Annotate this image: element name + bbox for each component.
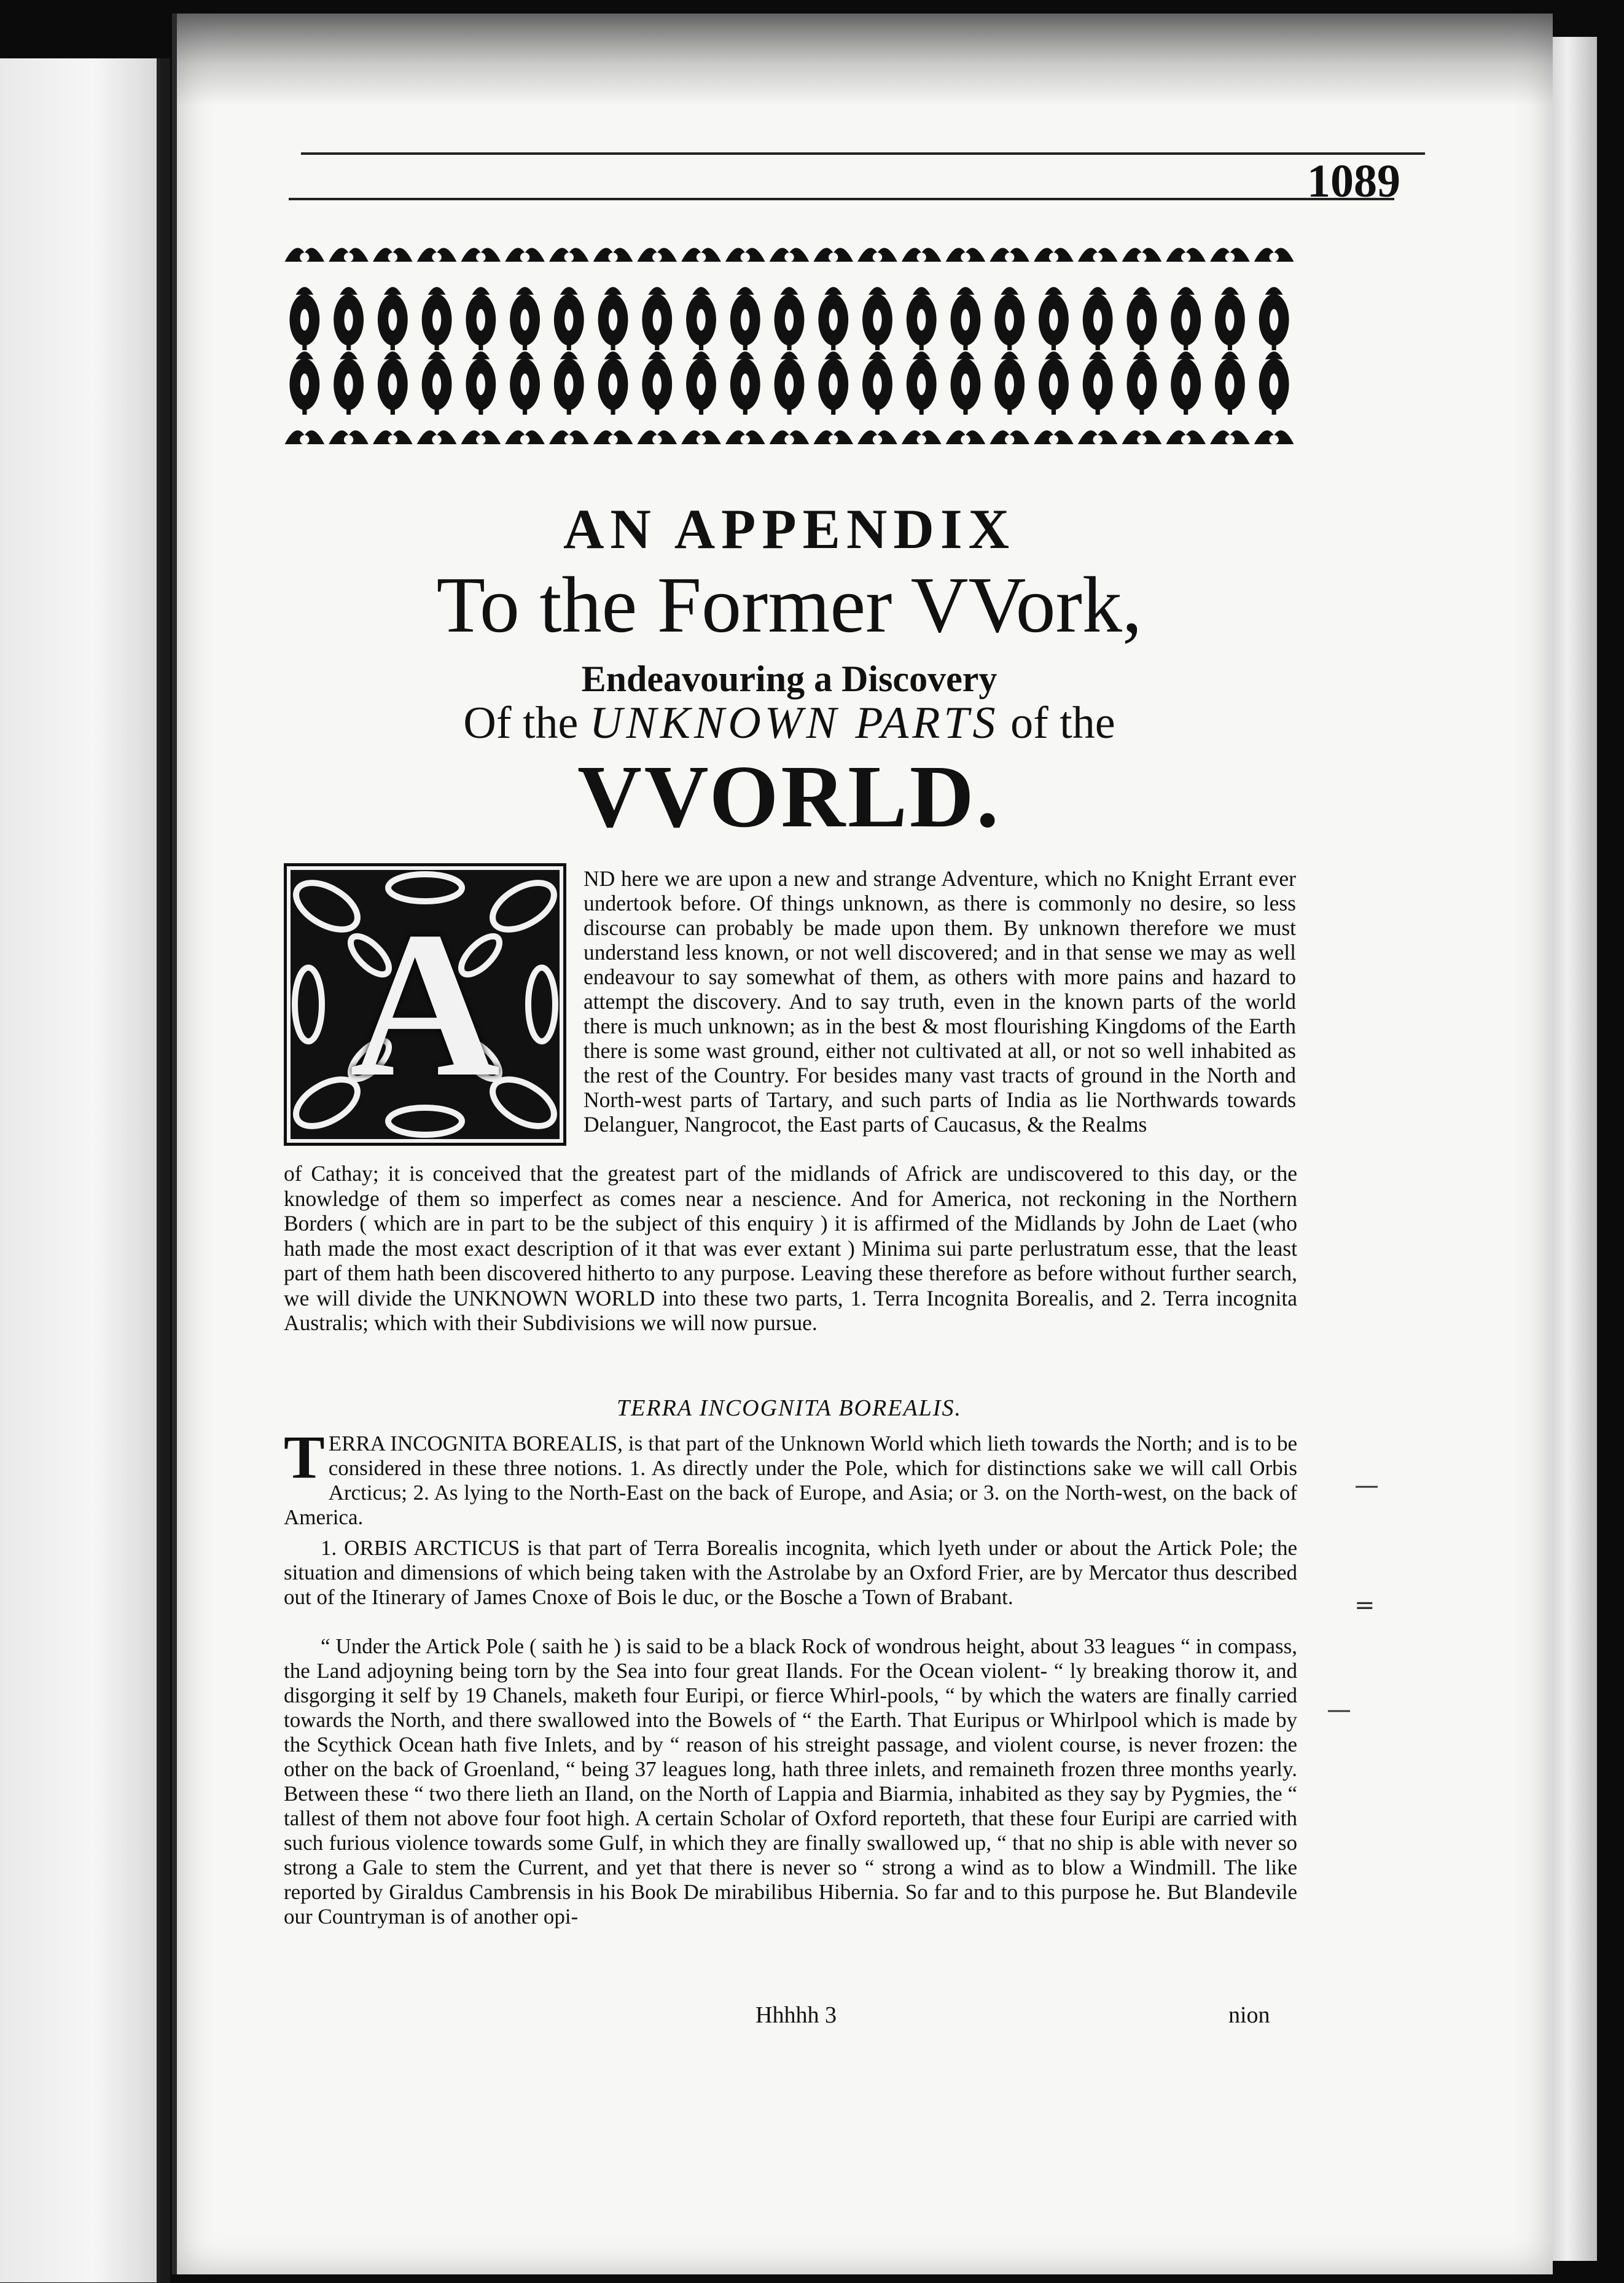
ornament-fleuron [785,374,794,395]
ornament-fleuron [697,374,705,395]
ornament-fleuron [1138,374,1146,395]
ornament-fleuron [388,253,397,262]
ornament-fleuron [741,309,749,331]
ornament-fleuron [432,253,441,262]
title-unknown-parts-italic: UNKNOWN PARTS [589,698,999,748]
ornament-fleuron [1045,287,1063,295]
ornament-fleuron [875,342,880,350]
ornament-fleuron [824,287,842,295]
ornament-fleuron [346,342,351,350]
ornament-fleuron [520,435,529,444]
ornament-fleuron [564,309,573,331]
ornament-fleuron [567,407,571,415]
ornament-fleuron [428,351,446,359]
initial-foliage [295,968,322,1041]
ornament-fleuron [1270,309,1278,331]
title-of-the: Of the [463,698,579,748]
ornament-fleuron [652,435,662,444]
ornament-fleuron [1181,253,1190,262]
ornament-fleuron [560,351,578,359]
ornament-fleuron [611,407,615,415]
ornament-fleuron [384,287,402,295]
ornament-fleuron [608,435,617,444]
ornament-fleuron [1184,407,1188,415]
ornament-fleuron [388,374,397,395]
ornament-fleuron [697,309,705,331]
ornament-fleuron [477,374,485,395]
ornament-fleuron [913,287,931,295]
ornament-fleuron [564,253,574,262]
ornament-fleuron [741,435,750,444]
ornament-fleuron [435,407,439,415]
ornament-fleuron [824,351,842,359]
ornament-fleuron [476,435,485,444]
ornament-fleuron [787,407,791,415]
ornament-fleuron [302,342,306,350]
ornament-fleuron [1089,351,1107,359]
ornament-fleuron [1138,309,1146,331]
ornament-fleuron [743,407,748,415]
ornament-fleuron [435,342,439,350]
ornament-fleuron [1005,253,1014,262]
ornament-fleuron [829,435,838,444]
ornament-fleuron [516,351,534,359]
ornament-fleuron [478,407,483,415]
ornament-fleuron [1184,342,1188,350]
ornament-fleuron [1093,435,1102,444]
ornament-fleuron [1001,287,1018,295]
ornament-fleuron [300,435,309,444]
ornament-fleuron [388,435,397,444]
ornament-fleuron [1093,309,1102,331]
ornament-fleuron [957,351,975,359]
ornament-fleuron [564,374,573,395]
ornament-fleuron [300,309,309,331]
ornament-fleuron [785,309,794,331]
ornament-fleuron [963,407,967,415]
ornament-fleuron [829,309,838,331]
page-fore-edge [1548,37,1597,2261]
ornament-fleuron [1093,253,1102,262]
ornament-fleuron [391,342,395,350]
ornament-fleuron [1096,407,1100,415]
ornament-fleuron [1093,374,1102,395]
ornament-fleuron [1045,351,1063,359]
intro-paragraph-continued: of Cathay; it is conceived that the greatest part of the midlands of Africk are undiscovered to this day, or the knowledge of them so imperfect as comes near a nescience. And for America, not reckoning in the Northern Borders ( which are in part to be the subject of this enquiry ) it is affirmed of the Midlands by John de Laet (who hath made the most exact description of it that was ever extant ) Minima sui parte perlustratum esse, that the least part of them hath been discovered hitherto to any purpose. Leaving these therefore as before without further search, we will divide the UNKNOWN WORLD into these two parts, 1. Terra Incognita Borealis, and 2. Terra incognita Australis; which with their Subdivisions we will now pursue. [284,1161,1297,1335]
ornament-fleuron [699,342,703,350]
signature-mark: Hhhhh 3 [755,2002,837,2028]
ornament-fleuron [873,253,882,262]
ornament-fleuron [1177,351,1195,359]
ornament-fleuron [344,253,353,262]
paragraph-quotation: “ Under the Artick Pole ( saith he ) is said to be a black Rock of wondrous height, about 33 leagues “ in compass, the Land adjoyning being torn by the Sea into four great Ilands. For the Ocean violent- “ ly breaking thorow it, and disgorging it self by 19 Chanels, maketh four Euripi, or fierce Whirl-pools, “ by which the waters are finally carried towards the North, and there swallowed into the Bowels of “ the Earth. That Euripus or Whirlpool which is made by the Scythick Ocean hath five Inlets, and by “ reason of his streight passage, and violent course, is never frozen: the other on the back of Groenland, “ being 37 leagues long, hath three inlets, and remaineth frozen three months yearly. Between these “ two there lieth an Iland, on the North of Lappia and Biarmia, inhabited as they say by Pygmies, the “ tallest of them not above four foot high. A certain Scholar of Oxford reporteth, that these four Euripi are carried with such furious violence towards some Gulf, in which they are finally swallowed up, “ that no ship is able with never so strong a Gale to stem the Current, and yet that there is never so “ strong a wind as to blow a Windmill. The like reported by Giraldus Cambrensis in his Book De mirabilibus Hibernia. So far and to this purpose he. But Blandevile our Countryman is of another opi- [284,1634,1297,1929]
ornament-fleuron [428,287,446,295]
title-world: VVORLD. [577,748,1001,846]
ornament-fleuron [917,253,926,262]
ornament-fleuron [961,253,970,262]
ornament-fleuron [344,374,353,395]
intro-paragraph-wrapped: ND here we are upon a new and strange Adventure, which no Knight Errant ever undertook before. Of things unknown, as there is commonly no desire, so less discourse can probably be made upon them. By unknown therefore we must understand less known, or not well discovered; and in that sense we may as well endeavour to say somewhat of them, as others with more pains and hazard to attempt the discovery. And to say truth, even in the known parts of the world there is much unknown; as in the best & most flourishing Kingdoms of the Earth there is some wast ground, either not cultivated at all, or not so well inhabited as the rest of the Country. For besides many vast tracts of ground in the North and North-west parts of Tartary, and such parts of India as lie Northwards towards Delanguer, Nangrocot, the East parts of Caucasus, & the Realms [584,866,1296,1137]
ornament-fleuron [344,309,353,331]
ornament-fleuron [697,435,706,444]
ornament-fleuron [1221,351,1239,359]
ornament-fleuron [609,374,617,395]
ornament-fleuron [608,253,617,262]
ornament-fleuron [655,407,659,415]
ornament-fleuron [432,374,441,395]
ornament-fleuron [652,253,662,262]
initial-foliage [528,968,555,1041]
ornament-fleuron [961,435,970,444]
ornament-fleuron [957,287,975,295]
ornament-fleuron [1007,407,1012,415]
ornament-fleuron [1049,253,1058,262]
paragraph-initial: T [284,1423,325,1491]
ornament-fleuron [869,351,886,359]
ornament-fleuron [1272,407,1276,415]
ornament-fleuron [1265,351,1283,359]
ornament-fleuron [1137,253,1146,262]
ornament-fleuron [472,351,490,359]
ornament-fleuron [472,287,490,295]
ornament-fleuron [919,407,924,415]
ornament-fleuron [831,407,835,415]
paragraph-terra-borealis [284,1423,1297,1530]
ornament-fleuron [1049,374,1058,395]
ornament-fleuron [787,342,791,350]
ornament-fleuron [781,287,798,295]
ornament-fleuron [1221,287,1239,295]
ornament-fleuron [604,351,622,359]
ornament-fleuron [873,374,881,395]
ornament-fleuron [300,253,309,262]
title-appendix: AN APPENDIX [563,498,1016,560]
ornament-fleuron [523,342,527,350]
ornament-fleuron [961,309,970,331]
ornament-fleuron [1139,342,1144,350]
ornament-fleuron [784,435,794,444]
ornament-fleuron [340,287,357,295]
ornament-fleuron [699,407,703,415]
ornament-fleuron [476,253,485,262]
ornament-fleuron [567,342,571,350]
ornament-fleuron [340,351,357,359]
ornament-fleuron [919,342,924,350]
ornament-fleuron [1225,253,1235,262]
ornament-fleuron [1225,374,1234,395]
ornament-fleuron [523,407,527,415]
ornament-fleuron [692,351,710,359]
ornament-fleuron [1049,435,1058,444]
ornament-fleuron [831,342,835,350]
ornament-fleuron [1049,309,1058,331]
header-rule-top [301,152,1425,155]
margin-mark: — [1327,1696,1351,1724]
ornament-fleuron [1177,287,1195,295]
ornament-fleuron [1225,435,1235,444]
ornament-fleuron [655,342,659,350]
ornament-fleuron [648,351,666,359]
ornament-fleuron [736,287,754,295]
ornament-fleuron [1137,435,1146,444]
ornament-fleuron [961,374,970,395]
ornament-fleuron [432,435,441,444]
ornament-fleuron [829,374,838,395]
ornament-fleuron [1265,287,1283,295]
ornament-fleuron [917,435,926,444]
ornament-fleuron [653,309,662,331]
ornament-fleuron [1270,374,1278,395]
ornament-fleuron [520,253,529,262]
ornament-fleuron [346,407,351,415]
ornament-fleuron [1089,287,1107,295]
ornament-fleuron [1005,309,1014,331]
ornament-fleuron [296,287,314,295]
ornament-fleuron [1001,351,1018,359]
ornament-fleuron [741,253,750,262]
ornament-fleuron [1007,342,1012,350]
facing-page-edge [0,58,160,2282]
ornament-fleuron [604,287,622,295]
ornament-fleuron [1269,253,1278,262]
ornament-fleuron [741,374,749,395]
ornament-fleuron [913,351,931,359]
ornament-fleuron [300,374,309,395]
page-number: 1089 [1307,155,1400,207]
ornament-fleuron [478,342,483,350]
ornament-fleuron [1139,407,1144,415]
ornament-fleuron [1228,342,1232,350]
ornament-fleuron [1225,309,1234,331]
ornament-fleuron [692,287,710,295]
ornament-fleuron [564,435,574,444]
ornament-fleuron [296,351,314,359]
ornament-fleuron [648,287,666,295]
decorated-initial [284,863,566,1146]
ornament-fleuron [1181,435,1190,444]
paragraph-terra-borealis-text: ERRA INCOGNITA BOREALIS, is that part of the Unknown World which lieth towards the North; and is to be considered in these three notions. 1. As directly under the Pole, which for distinctions sake we will call Orbis Arcticus; 2. As lying to the North-East on the back of Europe, and Asia; or 3. on the North-west, on the back of America. [284,1431,1297,1529]
ornament-fleuron [873,435,882,444]
ornament-fleuron [963,342,967,350]
ornament-fleuron [1181,374,1190,395]
title-endeavouring: Endeavouring a Discovery [581,659,997,699]
ornament-fleuron [384,351,402,359]
ornament-fleuron [917,309,926,331]
ornament-fleuron [875,407,880,415]
decorated-initial-letter: A [349,888,501,1120]
page-stain [177,14,1553,106]
ornament-fleuron [1272,342,1276,350]
title-of-the-2: of the [1010,698,1115,748]
ornament-fleuron [1052,342,1056,350]
title-former-work: To the Former VVork, [436,561,1142,649]
section-heading: TERRA INCOGNITA BOREALIS. [617,1395,962,1421]
ornament-fleuron [611,342,615,350]
ornament-fleuron [1133,351,1151,359]
ornament-fleuron [516,287,534,295]
catchword: nion [1228,2002,1270,2028]
ornament-fleuron [873,309,881,331]
ornament-fleuron [917,374,926,395]
header-rule-bottom [289,198,1394,200]
ornament-fleuron [432,309,441,331]
decorative-headpiece [283,240,1296,452]
ornament-fleuron [344,435,353,444]
ornament-fleuron [1096,342,1100,350]
ornament-fleuron [781,351,798,359]
ornament-fleuron [869,287,886,295]
ornament-fleuron [1133,287,1151,295]
ornament-fleuron [520,309,529,331]
ornament-fleuron [829,253,838,262]
ornament-fleuron [391,407,395,415]
margin-mark: = [1354,1591,1375,1619]
ornament-fleuron [697,253,706,262]
ornament-fleuron [1005,374,1014,395]
ornament-fleuron [736,351,754,359]
ornament-fleuron [520,374,529,395]
title-unknown-parts [283,700,1296,746]
ornament-fleuron [1228,407,1232,415]
ornament-fleuron [1052,407,1056,415]
paragraph-orbis-arcticus: 1. ORBIS ARCTICUS is that part of Terra Borealis incognita, which lyeth under or about the Artick Pole; the situation and dimensions of which being taken with the Astrolabe by an Oxford Frier, are by Mercator thus described out of the Itinerary of James Cnoxe of Bois le duc, or the Bosche a Town of Brabant. [284,1536,1297,1609]
ornament-fleuron [653,374,662,395]
ornament-fleuron [477,309,485,331]
ornament-fleuron [784,253,794,262]
ornament-fleuron [743,342,748,350]
ornament-fleuron [609,309,617,331]
ornament-fleuron [302,407,306,415]
ornament-fleuron [1269,435,1278,444]
ornament-fleuron [388,309,397,331]
ornament-fleuron [1181,309,1190,331]
ornament-fleuron [1005,435,1014,444]
ornament-fleuron [560,287,578,295]
margin-mark: — [1354,1471,1379,1500]
